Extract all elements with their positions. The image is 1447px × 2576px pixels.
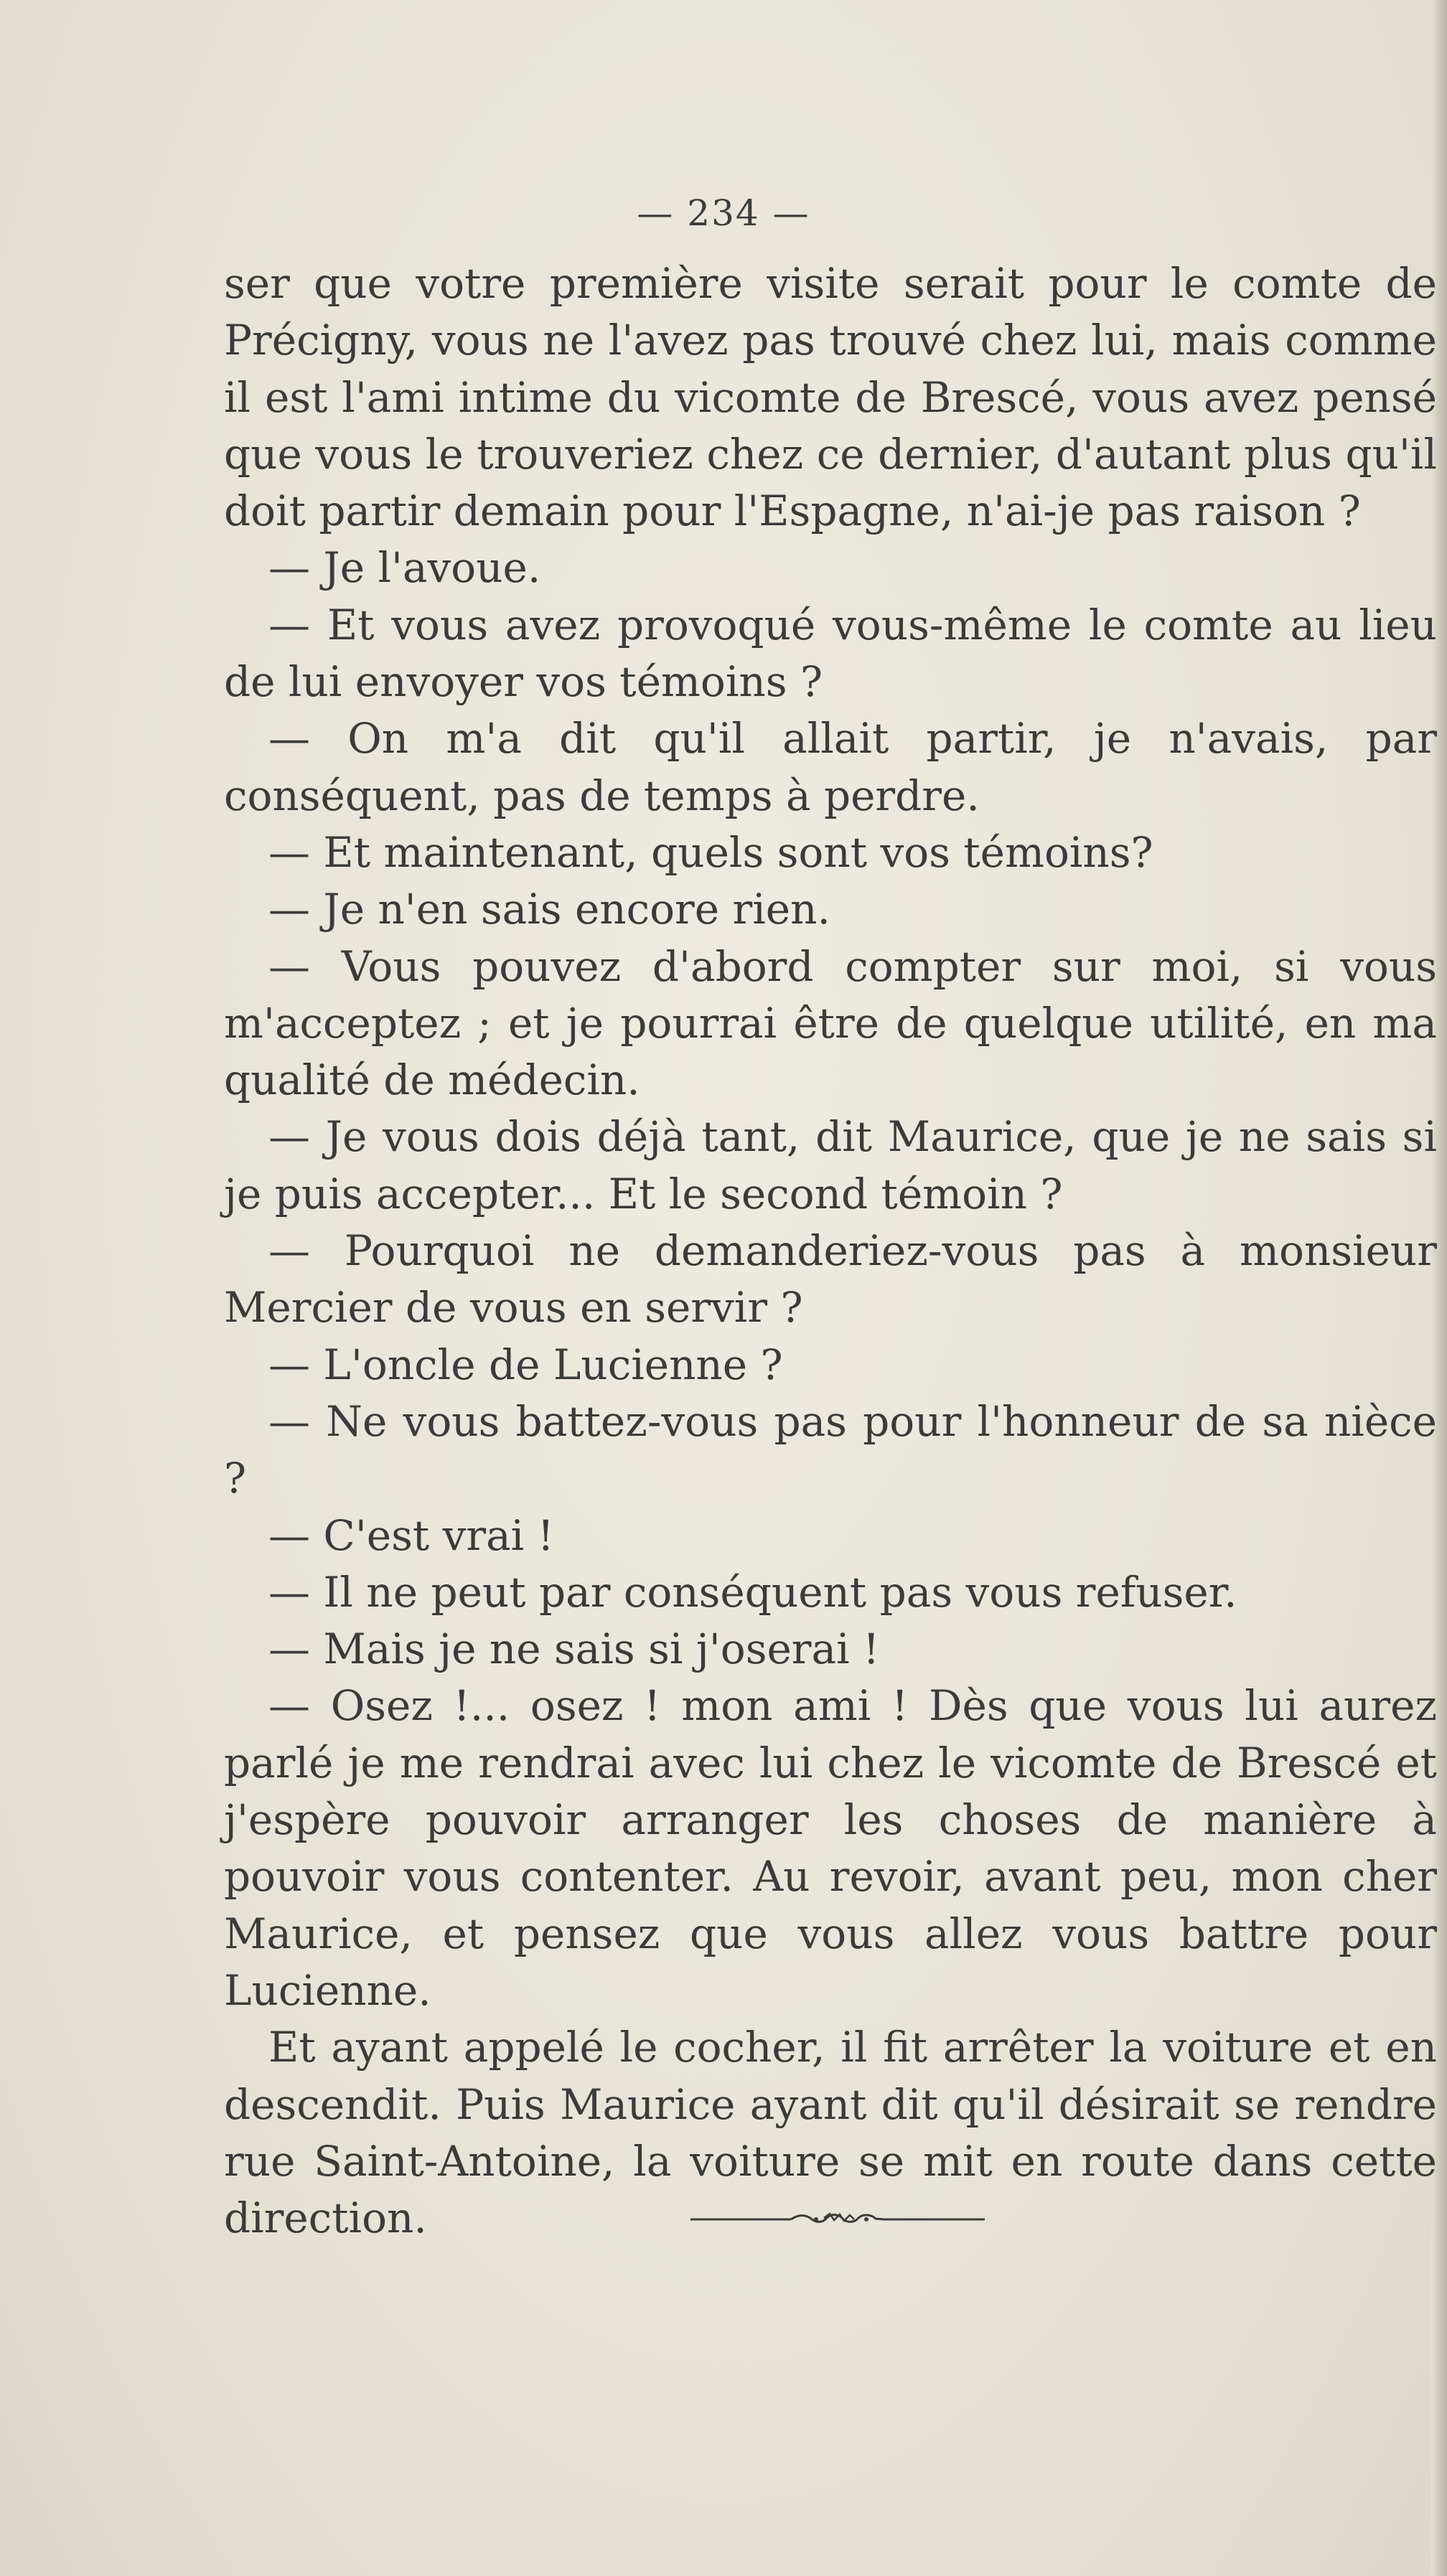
paragraph: — Et maintenant, quels sont vos témoins? xyxy=(268,827,1153,877)
paragraph: — Mais je ne sais si j'oserai ! xyxy=(268,1625,880,1674)
paragraph: — Je vous dois déjà tant, dit Maurice, que je ne sais si je puis accepter... Et le second témoin ? xyxy=(224,1112,1437,1218)
paragraph: — Pourquoi ne demanderiez-vous pas à monsieur Mercier de vous en servir ? xyxy=(224,1226,1437,1332)
paragraph: Et ayant appelé le cocher, il fit arrêter la voiture et en descendit. Puis Maurice ayant dit qu'il désirait se rendre rue Saint-Antoine, la voiture se mit en route dans cette direction. xyxy=(224,2023,1437,2243)
paragraph: — L'oncle de Lucienne ? xyxy=(268,1340,783,1389)
paragraph: — Je n'en sais encore rien. xyxy=(268,885,830,934)
paragraph: — Ne vous battez-vous pas pour l'honneur de sa nièce ? xyxy=(224,1396,1437,1503)
paragraph: — Osez !... osez ! mon ami ! Dès que vous lui aurez parlé je me rendrai avec lui chez le vicomte de Brescé et j'espère pouvoir arranger les choses de manière à pouvoir vous contenter. Au revoir, avant peu, mon cher Maurice, et pensez que vous allez vous battre pour Lucienne. xyxy=(224,1681,1437,2015)
page-number: — 234 — xyxy=(637,192,810,234)
paragraph: — Vous pouvez d'abord compter sur moi, si vous m'acceptez ; et je pourrai être de quelque utilité, en ma qualité de médecin. xyxy=(224,941,1437,1105)
paragraph: ser que votre première visite serait pour le comte de Précigny, vous ne l'avez pas trouvé chez lui, mais comme il est l'ami intime du vicomte de Brescé, vous avez pensé que vous le trouveriez chez ce dernier, d'autant plus qu'il doit partir demain pour l'Espagne, n'ai-je pas raison ? xyxy=(224,259,1437,536)
tailpiece-ornament-icon xyxy=(690,2211,985,2226)
paragraph: — On m'a dit qu'il allait partir, je n'avais, par conséquent, pas de temps à perdre. xyxy=(224,714,1437,820)
body-text xyxy=(224,255,1437,2247)
paragraph: — Je l'avoue. xyxy=(268,543,541,593)
paragraph: — Il ne peut par conséquent pas vous refuser. xyxy=(268,1567,1237,1617)
paragraph: — C'est vrai ! xyxy=(268,1510,554,1560)
paragraph: — Et vous avez provoqué vous-même le comte au lieu de lui envoyer vos témoins ? xyxy=(224,600,1437,707)
